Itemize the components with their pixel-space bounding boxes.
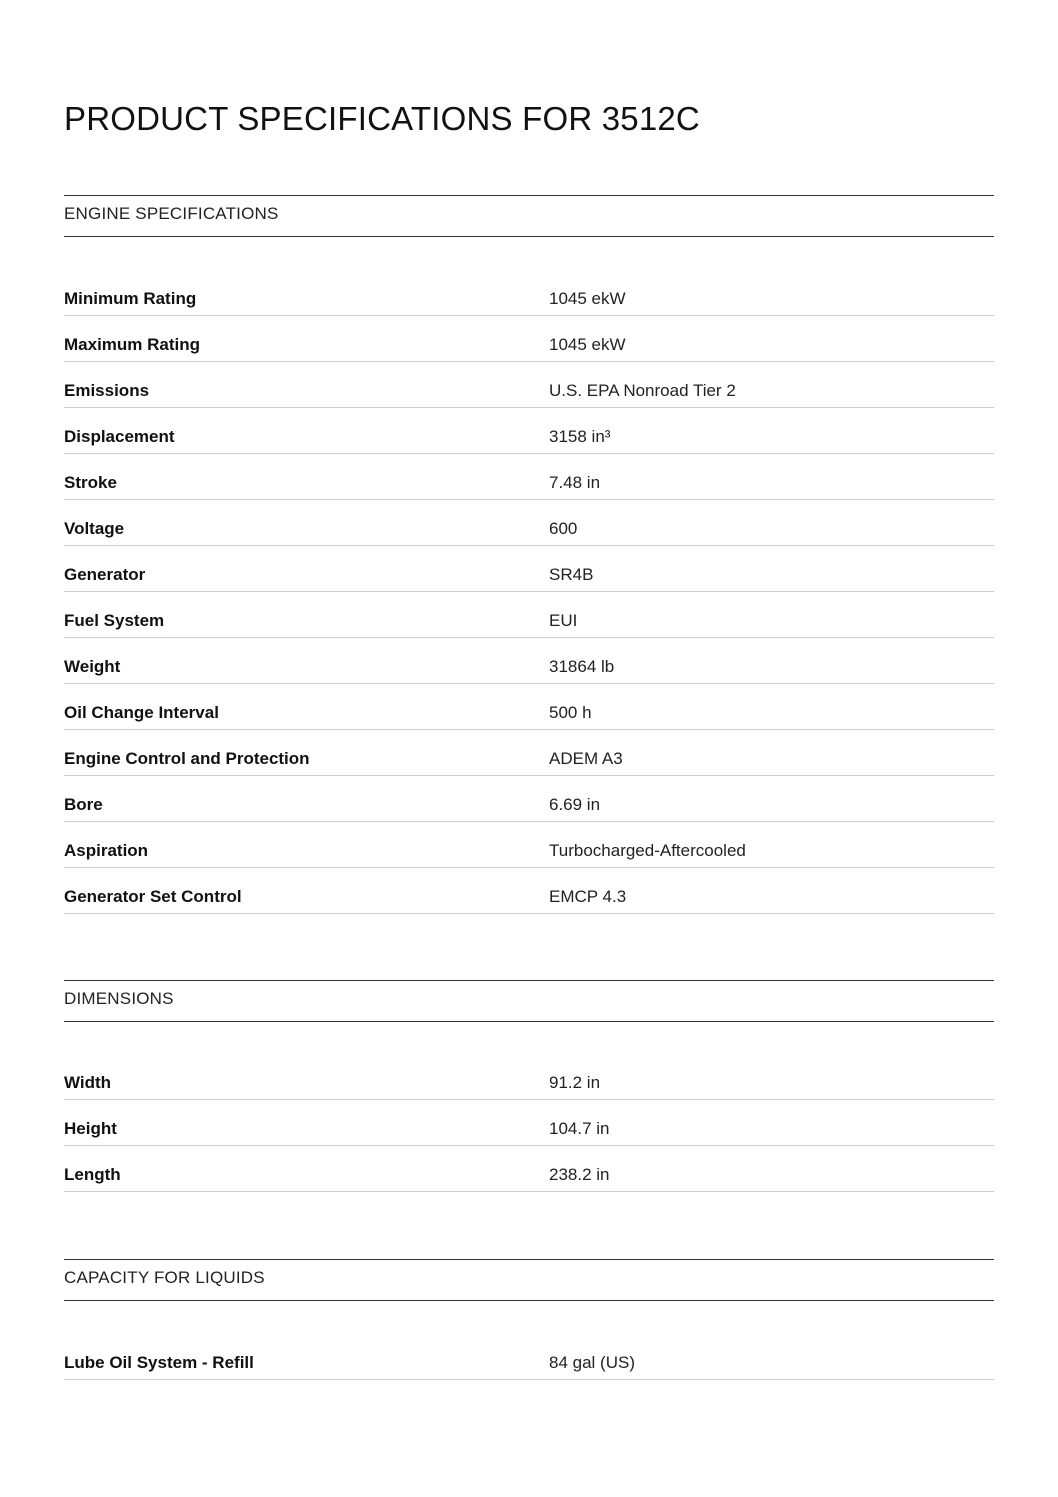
row-divider — [64, 1379, 994, 1380]
spec-label: Aspiration — [64, 841, 149, 860]
spec-row — [64, 362, 994, 408]
spec-row — [64, 638, 994, 684]
spec-row — [64, 868, 994, 914]
spec-row — [64, 1334, 994, 1380]
spec-list-liquids — [64, 1334, 994, 1380]
spec-value: 6.69 in — [549, 795, 601, 814]
spec-label: Height — [64, 1119, 117, 1138]
spec-value: EUI — [549, 611, 578, 630]
spec-value: 84 gal (US) — [549, 1353, 635, 1372]
spec-row — [64, 546, 994, 592]
spec-row — [64, 592, 994, 638]
spec-label: Engine Control and Protection — [64, 749, 310, 768]
spec-label: Width — [64, 1073, 112, 1092]
spec-label: Bore — [64, 795, 103, 814]
spec-value: 104.7 in — [549, 1119, 610, 1138]
spec-row — [64, 1054, 994, 1100]
section-heading: DIMENSIONS — [64, 989, 174, 1008]
spec-label: Displacement — [64, 427, 175, 446]
spec-value: 238.2 in — [549, 1165, 610, 1184]
spec-value: 91.2 in — [549, 1073, 601, 1092]
spec-row — [64, 730, 994, 776]
spec-label: Maximum Rating — [64, 335, 201, 354]
section-header-engine — [64, 195, 994, 237]
spec-value: 31864 lb — [549, 657, 615, 676]
spec-label: Stroke — [64, 473, 117, 492]
spec-label: Weight — [64, 657, 121, 676]
spec-row — [64, 776, 994, 822]
row-divider — [64, 1191, 994, 1192]
spec-value: EMCP 4.3 — [549, 887, 627, 906]
page-title: PRODUCT SPECIFICATIONS FOR 3512C — [64, 100, 700, 137]
spec-label: Oil Change Interval — [64, 703, 219, 722]
spec-row — [64, 454, 994, 500]
section-header-dimensions — [64, 980, 994, 1022]
spec-value: ADEM A3 — [549, 749, 623, 768]
spec-label: Fuel System — [64, 611, 165, 630]
spec-value: U.S. EPA Nonroad Tier 2 — [549, 381, 736, 400]
spec-value: 600 — [549, 519, 578, 538]
spec-value: 1045 ekW — [549, 335, 626, 354]
spec-row — [64, 270, 994, 316]
spec-row — [64, 316, 994, 362]
spec-value: SR4B — [549, 565, 594, 584]
spec-list-dimensions — [64, 1054, 994, 1192]
spec-value: 3158 in³ — [549, 427, 611, 446]
spec-row — [64, 822, 994, 868]
spec-row — [64, 500, 994, 546]
section-heading: ENGINE SPECIFICATIONS — [64, 204, 279, 223]
section-header-liquids — [64, 1259, 994, 1301]
spec-row — [64, 1100, 994, 1146]
spec-row — [64, 684, 994, 730]
spec-label: Lube Oil System - Refill — [64, 1353, 254, 1372]
spec-row — [64, 408, 994, 454]
spec-value: Turbocharged-Aftercooled — [549, 841, 746, 860]
spec-label: Minimum Rating — [64, 289, 197, 308]
spec-row — [64, 1146, 994, 1192]
spec-value: 1045 ekW — [549, 289, 626, 308]
spec-label: Generator Set Control — [64, 887, 242, 906]
spec-list-engine — [64, 270, 994, 914]
spec-label: Length — [64, 1165, 121, 1184]
section-heading: CAPACITY FOR LIQUIDS — [64, 1268, 265, 1287]
spec-label: Emissions — [64, 381, 150, 400]
spec-label: Voltage — [64, 519, 125, 538]
spec-value: 500 h — [549, 703, 592, 722]
row-divider — [64, 913, 994, 914]
spec-value: 7.48 in — [549, 473, 601, 492]
spec-label: Generator — [64, 565, 146, 584]
